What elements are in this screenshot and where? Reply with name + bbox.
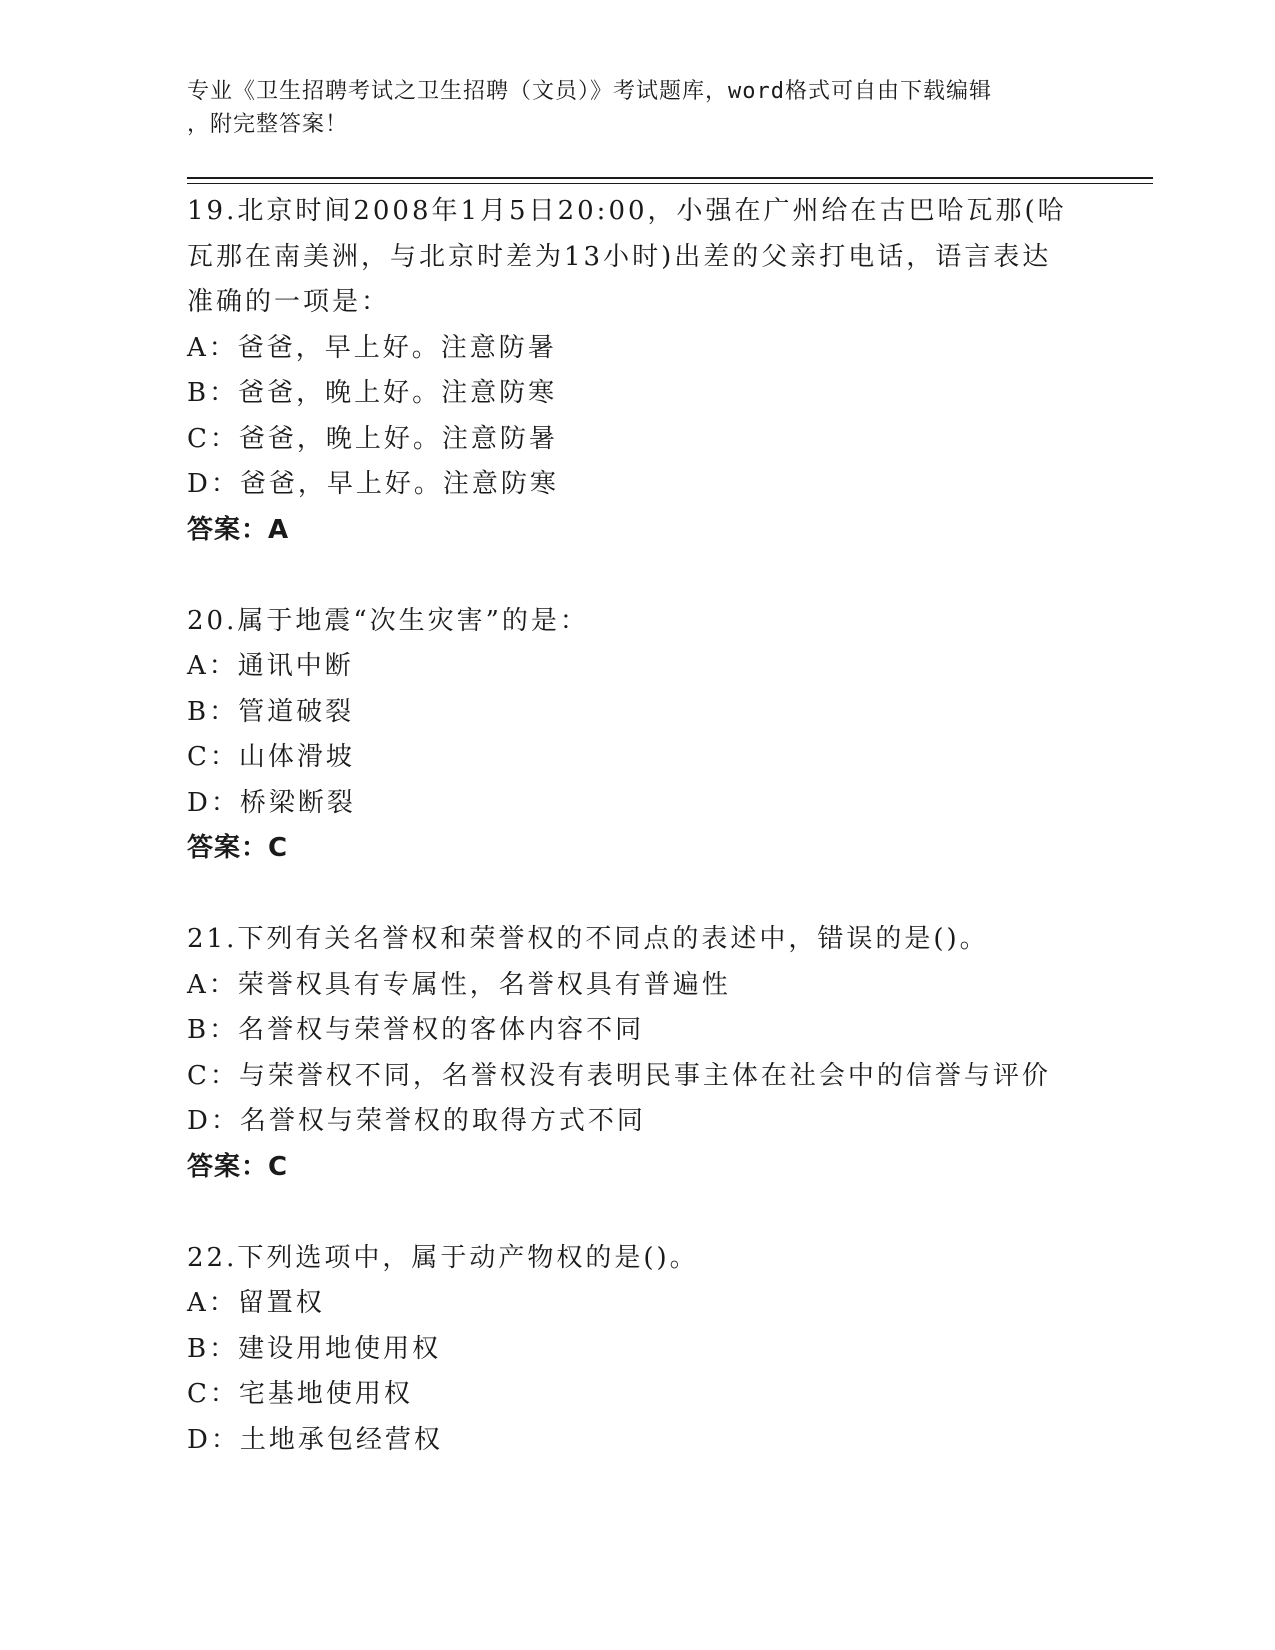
answer-label: 答案：C: [187, 1151, 289, 1182]
question-21: [187, 917, 1087, 1190]
header-line-2: ，附完整答案！: [187, 112, 349, 137]
question-stem-line: 21.下列有关名誉权和荣誉权的不同点的表述中，错误的是()。: [187, 924, 989, 954]
option-d: D：名誉权与荣誉权的取得方式不同: [187, 1106, 646, 1136]
option-a: A：通讯中断: [187, 651, 354, 681]
option-b: B：管道破裂: [187, 696, 355, 727]
spacer: [187, 1190, 1087, 1236]
question-20: [187, 599, 1087, 872]
spacer: [187, 872, 1087, 918]
question-list: [187, 189, 1087, 1463]
question-22: [187, 1236, 1087, 1464]
option-c: C：爸爸，晚上好。注意防暑: [187, 423, 558, 454]
spacer: [187, 553, 1087, 599]
answer-label: 答案：C: [187, 833, 289, 863]
header-divider-thick: [187, 177, 1153, 179]
option-b: B：爸爸，晚上好。注意防寒: [187, 378, 558, 408]
question-19: [187, 189, 1087, 553]
option-d: D：桥梁断裂: [187, 787, 356, 818]
document-header: [187, 75, 1067, 141]
question-stem-line: 19.北京时间2008年1月5日20:00，小强在广州给在古巴哈瓦那(哈: [187, 196, 1067, 226]
option-c: C：与荣誉权不同，名誉权没有表明民事主体在社会中的信誉与评价: [187, 1060, 1051, 1091]
question-stem-line: 瓦那在南美洲，与北京时差为13小时)出差的父亲打电话，语言表达: [187, 241, 1052, 272]
question-stem-line: 20.属于地震“次生灾害”的是：: [187, 605, 589, 636]
option-a: A：爸爸，早上好。注意防暑: [187, 332, 557, 363]
option-c: C：山体滑坡: [187, 742, 355, 772]
option-d: D：土地承包经营权: [187, 1424, 443, 1455]
option-d: D：爸爸，早上好。注意防寒: [187, 469, 559, 499]
answer-label: 答案：A: [187, 514, 290, 545]
question-stem-line: 22.下列选项中，属于动产物权的是()。: [187, 1242, 699, 1273]
option-b: B：名誉权与荣誉权的客体内容不同: [187, 1015, 645, 1045]
question-stem-line: 准确的一项是：: [187, 287, 391, 317]
option-c: C：宅基地使用权: [187, 1379, 413, 1409]
option-a: A：荣誉权具有专属性，名誉权具有普遍性: [187, 969, 731, 1000]
option-b: B：建设用地使用权: [187, 1333, 442, 1364]
header-divider-thin: [187, 183, 1153, 184]
header-line-1: 专业《卫生招聘考试之卫生招聘（文员）》考试题库，word格式可自由下载编辑: [187, 79, 992, 104]
option-a: A：留置权: [187, 1288, 325, 1318]
